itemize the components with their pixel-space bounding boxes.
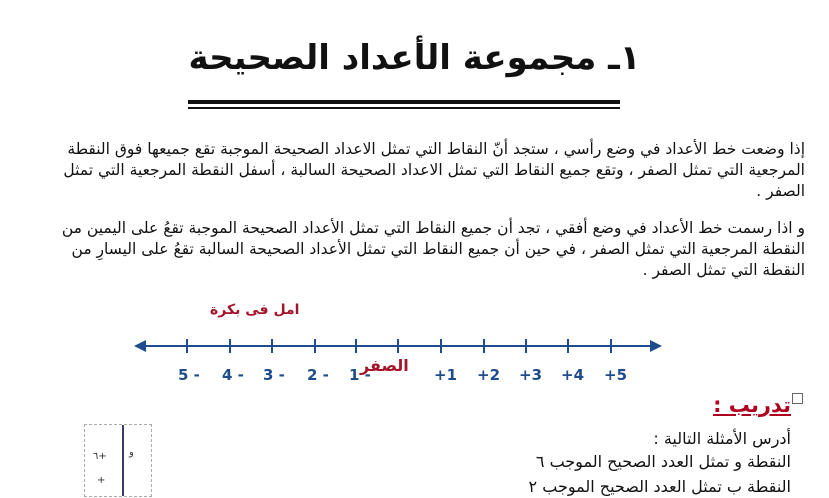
vertical-number-line-figure [84, 424, 152, 497]
vertical-axis-line [122, 425, 124, 496]
bullet-marker-icon [792, 393, 803, 404]
author-note: امل فى بكرة [210, 302, 300, 318]
training-line: النقطة و تمثل العدد الصحيح الموجب ٦ [535, 452, 791, 471]
page-title: ١ـ مجموعة الأعداد الصحيحة [188, 38, 641, 78]
tick-label: +3 [519, 366, 543, 384]
tick-label: 5 - [178, 366, 200, 384]
tick-label: +4 [561, 366, 585, 384]
mini-axis-label: + [97, 475, 106, 486]
tick-label: 3 - [263, 366, 285, 384]
tick-label: +2 [477, 366, 501, 384]
tick-label: 4 - [222, 366, 244, 384]
training-line: النقطة ب تمثل العدد الصحيح الموجب ٢ [528, 477, 791, 496]
tick-label: +1 [434, 366, 458, 384]
right-arrow-icon [650, 340, 662, 352]
mini-axis-point: و [129, 447, 134, 458]
zero-label: الصفر [360, 356, 409, 375]
training-line: أدرس الأمثلة التالية : [653, 429, 791, 448]
tick-label: 2 - [307, 366, 329, 384]
left-arrow-icon [134, 340, 146, 352]
paragraph-horizontal-line: و اذا رسمت خط الأعداد في وضع أفقي ، تجد أن جميع النقاط التي تمثل الأعداد الصحيحة الموجبة تقعُ على اليمين من النقطة المرجعية التي تمثل الصفر ، في حين أن جميع النقاط التي تمثل الأعداد الصحيحة السالبة تقعُ على اليسارِ من النقطة التي تمثل الصفر . [61, 219, 805, 279]
training-heading: تدريب : [713, 393, 791, 417]
tick-label: 1 - [349, 366, 371, 384]
tick-label: +5 [604, 366, 628, 384]
paragraph-vertical-line: إذا وضعت خط الأعداد في وضع رأسي ، ستجد أنّ النقاط التي تمثل الاعداد الصحيحة الموجبة تقع جميعها فوق النقطة المرجعية التي تمثل الصفر ، وتقع جميع النقاط التي تمثل الاعداد الصحيحة السالبة ، أسفل النقطة المرجعية التي تمثل الصفر . [63, 140, 805, 200]
mini-axis-label: ٦+ [93, 451, 107, 462]
